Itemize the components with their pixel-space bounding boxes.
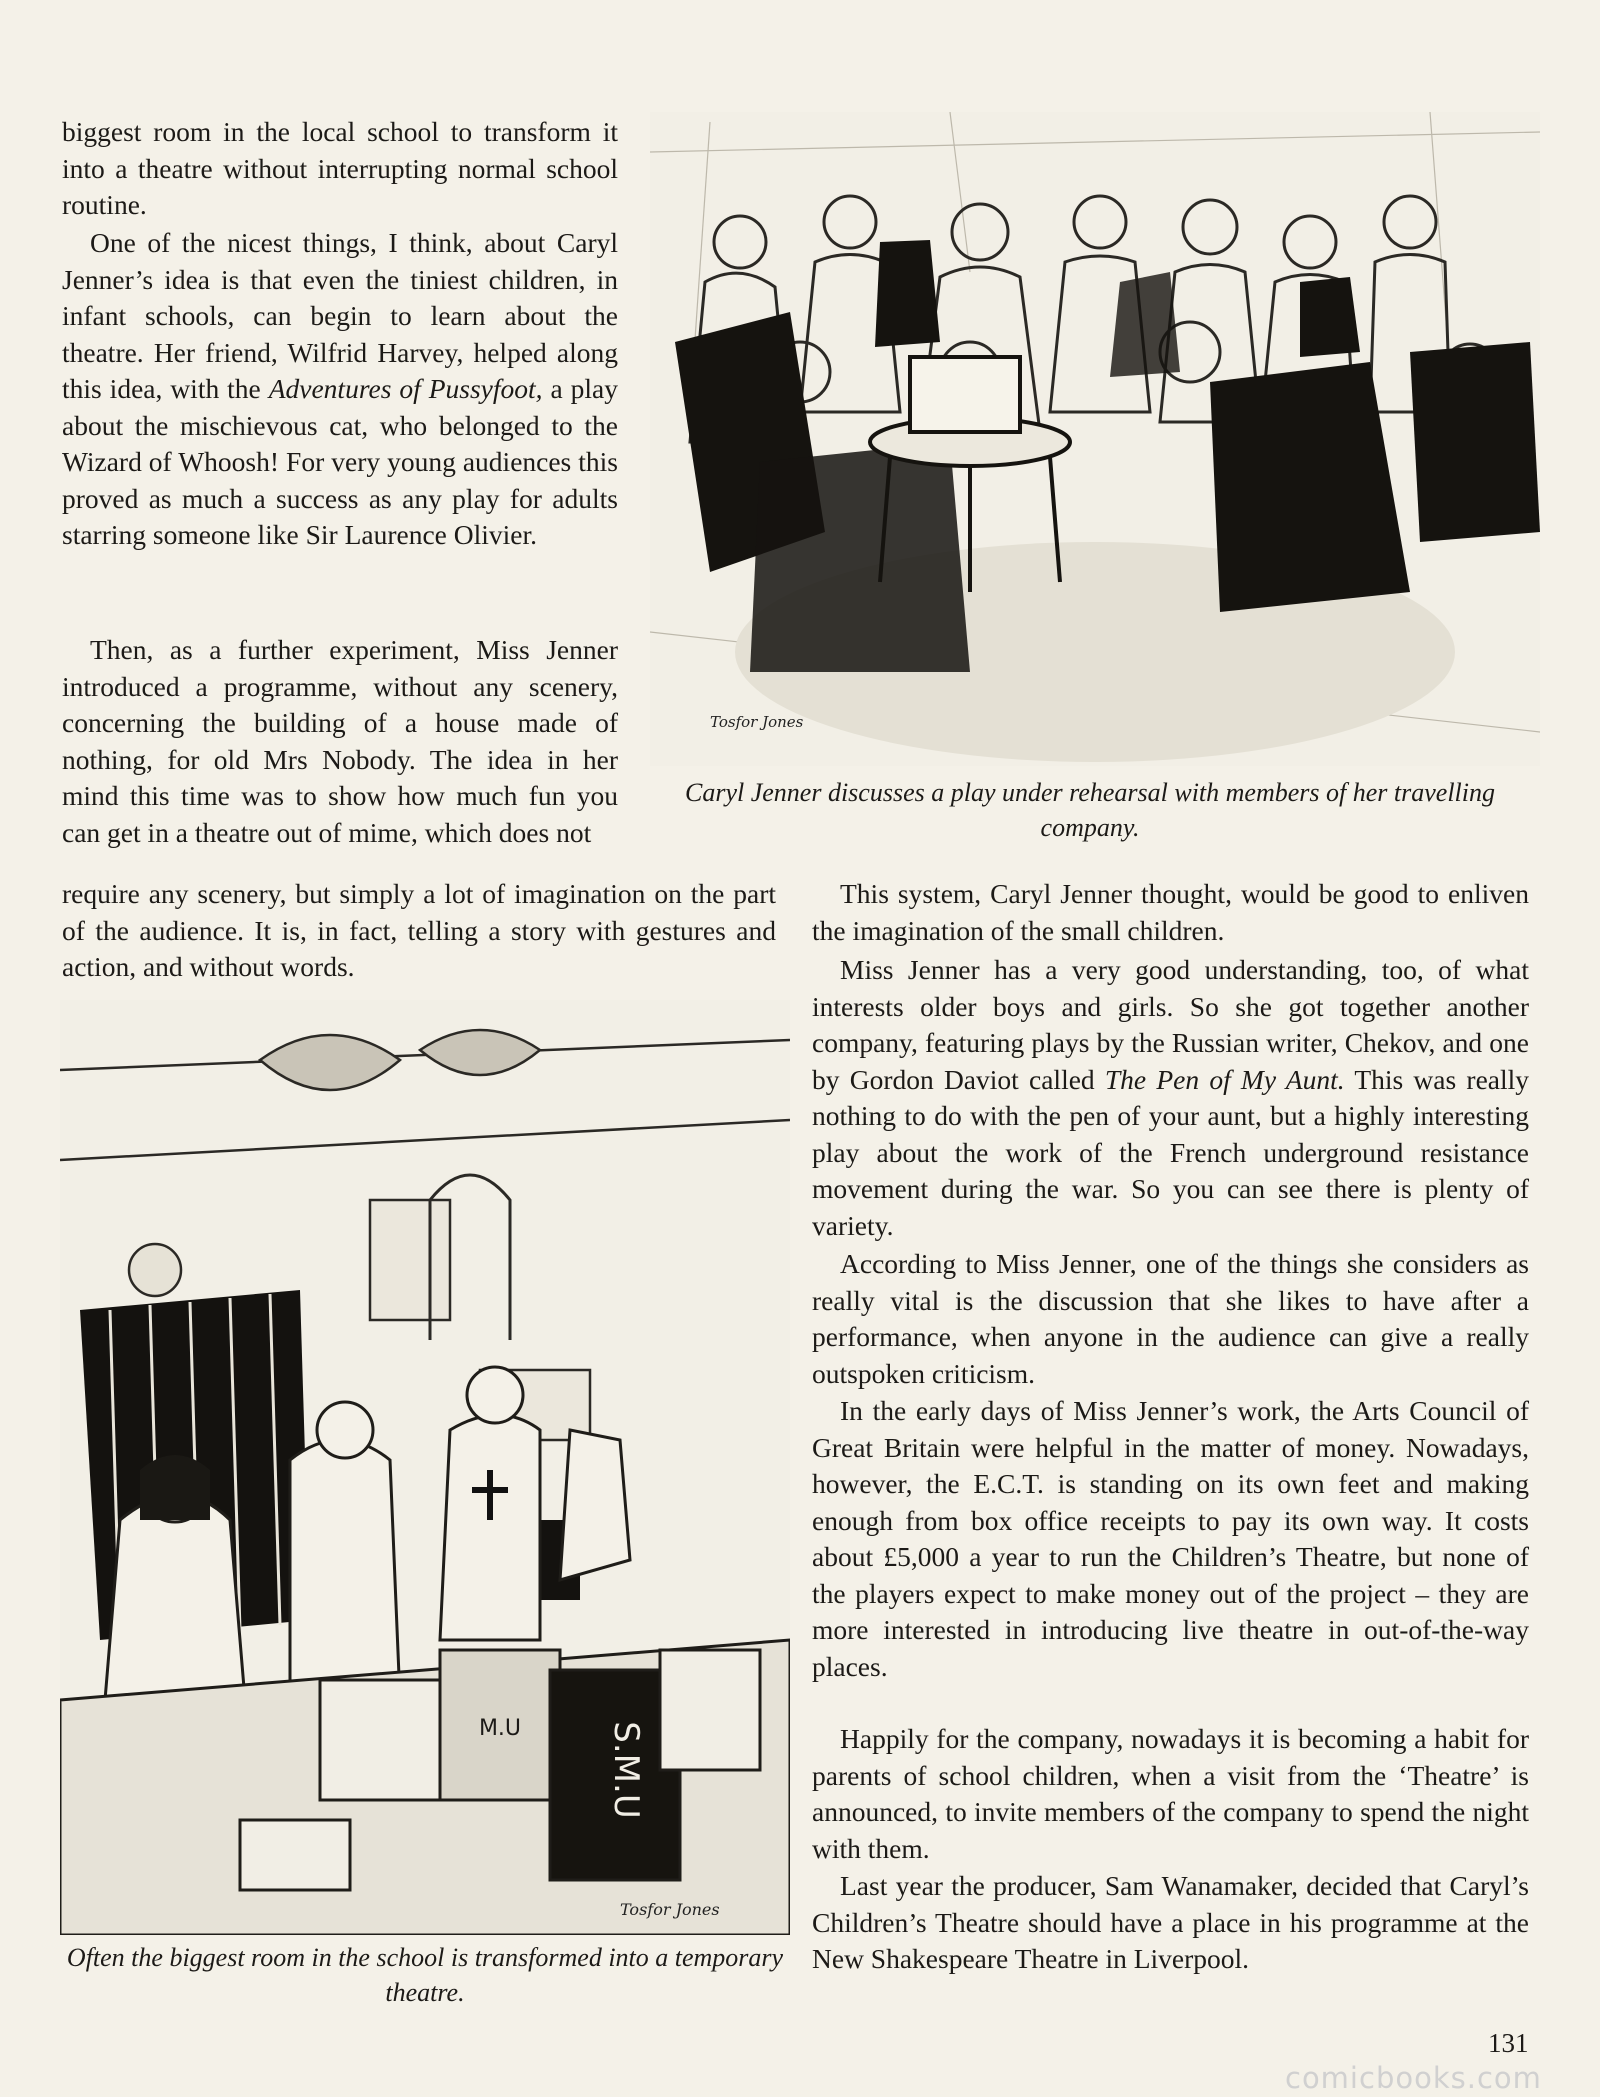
paragraph-9-text: Last year the producer, Sam Wanamaker, decided that Caryl’s Children’s Theatre should have a place in his programme at the New Shakespeare Theatre in Liverpool. [812,1870,1529,1974]
paragraph-5-text: Miss Jenner has a very good understanding, too, of what interests older boys and girls. So she got together another company, featuring plays by the Russian writer, Chekov, and one by Gordon Daviot called [812,954,1529,1095]
paragraph-5-text-cont: This was really nothing to do with the pen of your aunt, but a highly interesting play about the work of the French underground resistance movement during the war. So you can see there is plenty of variety. [812,1063,1530,1241]
paragraph-3 [62,632,618,851]
paragraph-7 [812,1393,1529,1685]
paragraph-8 [812,1721,1529,1867]
site-watermark: comicbooks.com [1285,2061,1542,2095]
artist-signature-top: Tosfor Jones [710,713,804,731]
paragraph-1-text: biggest room in the local school to transform it into a theatre without interrupting normal school routine. [62,116,618,220]
paragraph-5 [812,952,1529,1244]
paragraph-2-text: One of the nicest things, I think, about Caryl Jenner’s idea is that even the tiniest children, in infant schools, can begin to learn about the theatre. Her friend, Wilfrid Harvey, helped along this idea, with the [62,227,618,404]
paragraph-8-text: Happily for the company, nowadays it is becoming a habit for parents of school children, when a visit from the ‘Theatre’ is announced, to invite members of the company to spend the night with them. [812,1723,1529,1864]
paragraph-1 [62,114,618,224]
paragraph-4 [812,876,1529,949]
top-caption-text: Caryl Jenner discusses a play under rehearsal with members of her travelling company. [685,778,1495,842]
trunk-lettering-smu: S.M.U [606,1721,646,1819]
paragraph-9 [812,1868,1529,1978]
play-title-pussyfoot: Adventures of Pussyfoot, [268,373,543,404]
paragraph-6-text: According to Miss Jenner, one of the things she considers as really vital is the discussion that she likes to have after a performance, when anyone in the audience can give a really outspoken criticism. [812,1248,1529,1389]
paragraph-3-cont-text: require any scenery, but simply a lot of imagination on the part of the audience. It is, in fact, telling a story with gestures and action, and without words. [62,878,776,982]
rehearsal-illustration [650,112,1540,766]
page-number: 131 [1488,2028,1529,2058]
bottom-illustration-caption [60,1940,790,2010]
bottom-caption-text: Often the biggest room in the school is transformed into a temporary theatre. [66,1943,784,2007]
trunk-lettering-mu: M.U [478,1716,522,1741]
paragraph-3-cont [62,876,776,986]
paragraph-2-text-cont: a play about the mischievous cat, who belonged to the Wizard of Whoosh! For very young audiences this proved as much a success as any play for adults starring someone like Sir Laurence Olivier. [62,373,618,550]
top-illustration-caption [640,775,1540,845]
school-theatre-illustration [60,1000,790,1935]
paragraph-7-text: In the early days of Miss Jenner’s work, the Arts Council of Great Britain were helpful in the matter of money. Nowadays, however, the E.C.T. is standing on its own feet and making enough from box office receipts to pay its own way. It costs about £5,000 a year to run the Children’s Theatre, but none of the players expect to make money out of the project – they are more interested in introducing live theatre in out-of-the-way places. [812,1395,1529,1682]
school-theatre-sketch [60,1000,790,1935]
paragraph-3-text: Then, as a further experiment, Miss Jenner introduced a programme, without any scenery, concerning the building of a house made of nothing, for old Mrs Nobody. The idea in her mind this time was to show how much fun you can get in a theatre out of mime, which does not [62,634,618,848]
rehearsal-sketch [650,112,1540,766]
paragraph-6 [812,1246,1529,1392]
artist-signature-bottom: Tosfor Jones [620,1900,720,1919]
play-title-pen-of-my-aunt: The Pen of My Aunt. [1104,1063,1345,1095]
paragraph-4-text: This system, Caryl Jenner thought, would be good to enliven the imagination of the small children. [812,878,1529,946]
paragraph-2 [62,225,618,554]
